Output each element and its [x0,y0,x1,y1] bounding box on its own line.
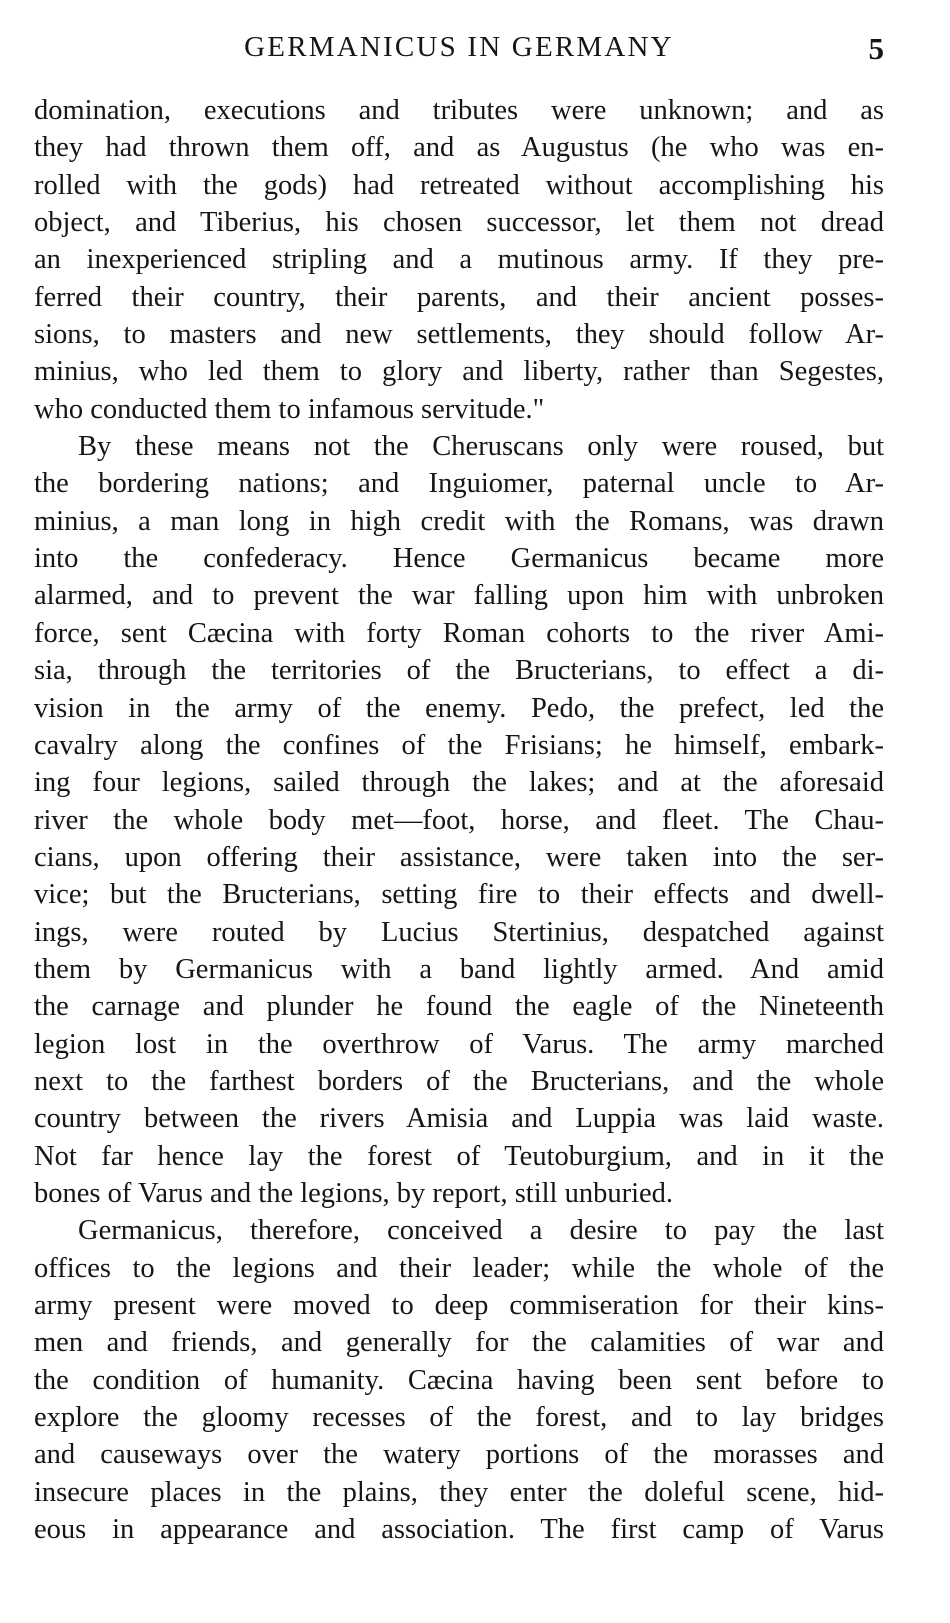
text-line: into the confederacy. Hence Germanicus became more [34,543,884,575]
text-line: rolled with the gods) had retreated without accomplishing his [34,169,884,201]
text-line: cians, upon offering their assistance, were taken into the ser- [34,841,884,873]
text-line: minius, a man long in high credit with the Romans, was drawn [34,505,884,537]
text-line: sia, through the territories of the Bructerians, to effect a di- [34,655,884,687]
text-line: explore the gloomy recesses of the forest, and to lay bridges [34,1402,884,1434]
text-line: the condition of humanity. Cæcina having been sent before to [34,1364,884,1396]
text-line: and causeways over the watery portions of the morasses and [34,1439,884,1471]
text-line: vice; but the Bructerians, setting fire to their effects and dwell- [34,879,884,911]
text-line: object, and Tiberius, his chosen successor, let them not dread [34,207,884,239]
text-line: minius, who led them to glory and liberty, rather than Segestes, [34,356,884,388]
text-line: Germanicus, therefore, conceived a desire to pay the last [78,1215,884,1247]
text-line: the carnage and plunder he found the eagle of the Nineteenth [34,991,884,1023]
text-line: By these means not the Cheruscans only were roused, but [78,431,884,463]
text-line: river the whole body met—foot, horse, and fleet. The Chau- [34,804,884,836]
text-line: insecure places in the plains, they enter the doleful scene, hid- [34,1476,884,1508]
text-line: sions, to masters and new settlements, they should follow Ar- [34,319,884,351]
text-line: ings, were routed by Lucius Stertinius, despatched against [34,916,884,948]
body-text [34,92,884,1548]
text-line: they had thrown them off, and as Augustus (he who was en- [34,132,884,164]
text-line: men and friends, and generally for the calamities of war and [34,1327,884,1359]
text-line: vision in the army of the enemy. Pedo, the prefect, led the [34,692,884,724]
text-line: cavalry along the confines of the Frisians; he himself, embark- [34,729,884,761]
text-line: legion lost in the overthrow of Varus. The army marched [34,1028,884,1060]
text-line: country between the rivers Amisia and Luppia was laid waste. [34,1103,884,1135]
text-line: ing four legions, sailed through the lakes; and at the aforesaid [34,767,884,799]
text-line: domination, executions and tributes were unknown; and as [34,95,884,126]
text-line: an inexperienced stripling and a mutinous army. If they pre- [34,244,884,276]
page-number: 5 [868,31,884,66]
text-line: force, sent Cæcina with forty Roman cohorts to the river Ami- [34,617,884,649]
text-line: alarmed, and to prevent the war falling upon him with unbroken [34,580,884,612]
running-head [34,24,884,70]
text-line: army present were moved to deep commiseration for their kins- [34,1290,884,1321]
text-line: Not far hence lay the forest of Teutoburgium, and in it the [34,1140,884,1172]
text-line: the bordering nations; and Inguiomer, paternal uncle to Ar- [34,468,884,500]
text-line: them by Germanicus with a band lightly armed. And amid [34,953,884,985]
text-line: who conducted them to infamous servitude." [34,393,545,425]
text-line: offices to the legions and their leader; while the whole of the [34,1252,884,1284]
running-title: GERMANICUS IN GERMANY [244,31,674,63]
text-line: bones of Varus and the legions, by report, still unburied. [34,1177,674,1209]
text-line: next to the farthest borders of the Bructerians, and the whole [34,1065,884,1097]
text-line: eous in appearance and association. The first camp of Varus [34,1514,884,1546]
text-line: ferred their country, their parents, and their ancient posses- [34,281,884,313]
